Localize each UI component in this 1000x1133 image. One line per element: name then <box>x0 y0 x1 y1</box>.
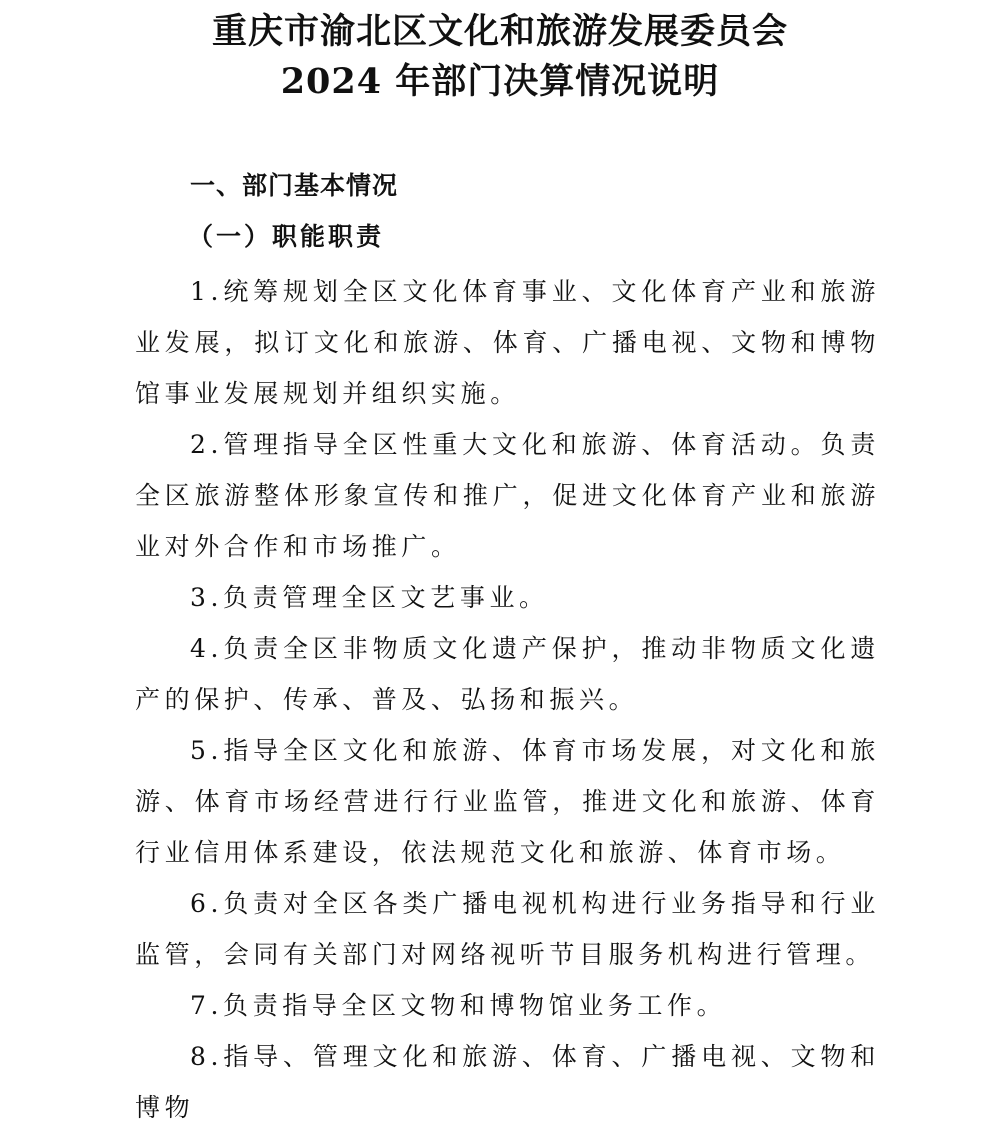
paragraph-1: 1.统筹规划全区文化体育事业、文化体育产业和旅游业发展，拟订文化和旅游、体育、广播电视、文物和博物馆事业发展规划并组织实施。 <box>135 277 880 408</box>
document-body <box>135 266 880 1133</box>
paragraph-3: 3.负责管理全区文艺事业。 <box>190 583 549 612</box>
document-title-line-1: 重庆市渝北区文化和旅游发展委员会 <box>211 11 788 52</box>
paragraph-2: 2.管理指导全区性重大文化和旅游、体育活动。负责全区旅游整体形象宣传和推广，促进文化体育产业和旅游业对外合作和市场推广。 <box>135 430 880 561</box>
paragraph-7: 7.负责指导全区文物和博物馆业务工作。 <box>190 991 727 1020</box>
paragraph-6: 6.负责对全区各类广播电视机构进行业务指导和行业监管，会同有关部门对网络视听节目服务机构进行管理。 <box>135 889 880 969</box>
document-title-line-2: 2024 年部门决算情况说明 <box>280 61 720 102</box>
paragraph-5: 5.指导全区文化和旅游、体育市场发展，对文化和旅游、体育市场经营进行行业监管，推进文化和旅游、体育行业信用体系建设，依法规范文化和旅游、体育市场。 <box>135 736 880 867</box>
section-heading: 一、部门基本情况 <box>190 171 399 200</box>
paragraph-4: 4.负责全区非物质文化遗产保护，推动非物质文化遗产的保护、传承、普及、弘扬和振兴。 <box>135 634 880 714</box>
subsection-heading: （一）职能职责 <box>188 222 385 251</box>
paragraph-8: 8.指导、管理文化和旅游、体育、广播电视、文物和博物 <box>135 1042 880 1122</box>
